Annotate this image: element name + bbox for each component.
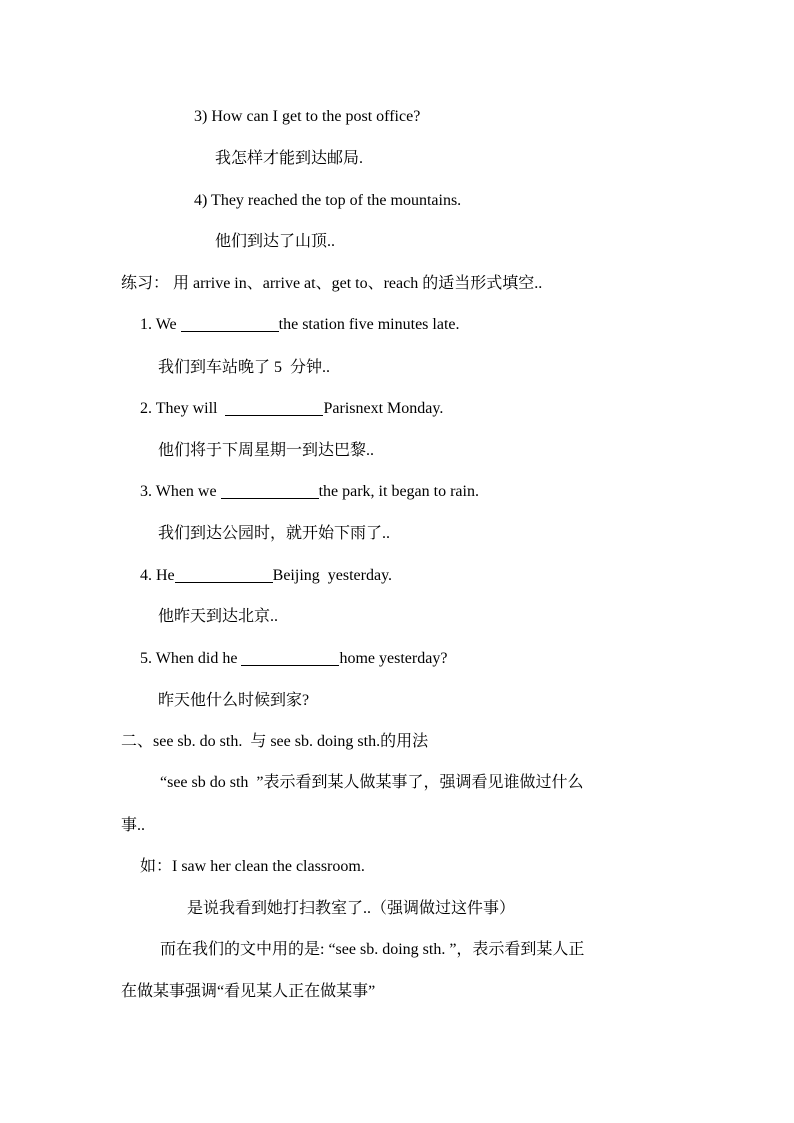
question-5 bbox=[140, 648, 447, 670]
section-2-heading bbox=[121, 731, 428, 753]
text: 3) How can I get to the post office? bbox=[194, 108, 421, 125]
question-4 bbox=[140, 565, 392, 587]
question-2 bbox=[140, 398, 443, 420]
text: home yesterday? bbox=[339, 650, 448, 667]
answer-blank-1[interactable] bbox=[181, 315, 279, 332]
text: 如：I saw her clean the classroom. bbox=[140, 858, 365, 875]
example-3-english bbox=[194, 106, 420, 128]
question-3 bbox=[140, 481, 479, 503]
text: Beijing yesterday. bbox=[272, 567, 393, 584]
text: 事.. bbox=[121, 817, 146, 834]
question-3-translation bbox=[158, 523, 390, 545]
text: 二、see sb. do sth. 与 see sb. doing sth.的用法 bbox=[121, 733, 429, 750]
question-5-translation bbox=[158, 690, 309, 712]
example-4-chinese bbox=[215, 231, 335, 253]
text: 在做某事强调“看见某人正在做某事” bbox=[121, 983, 376, 1000]
text: the station five minutes late. bbox=[278, 316, 460, 333]
text: 3. When we bbox=[140, 483, 221, 500]
text: the park, it began to rain. bbox=[318, 483, 479, 500]
explanation-line-2 bbox=[121, 815, 145, 837]
question-2-translation bbox=[158, 440, 374, 462]
text: 2. They will bbox=[140, 400, 226, 417]
answer-blank-5[interactable] bbox=[241, 649, 339, 666]
text: Parisnext Monday. bbox=[323, 400, 444, 417]
text: “see sb do sth ”表示看到某人做某事了，强调看见谁做过什么 bbox=[160, 774, 584, 791]
text: 是说我看到她打扫教室了..（强调做过这件事） bbox=[187, 900, 516, 917]
question-4-translation bbox=[158, 606, 278, 628]
text: 我怎样才能到达邮局. bbox=[215, 150, 364, 167]
example-4-english bbox=[194, 190, 461, 212]
text: 昨天他什么时候到家? bbox=[158, 692, 310, 709]
answer-blank-3[interactable] bbox=[221, 482, 319, 499]
exercise-heading bbox=[121, 273, 542, 295]
question-1-translation bbox=[158, 357, 330, 379]
text: 他们到达了山顶.. bbox=[215, 233, 336, 250]
explanation-line-1 bbox=[160, 772, 584, 794]
example-explanation bbox=[187, 898, 515, 920]
text: 而在我们的文中用的是: “see sb. doing sth. ”，表示看到某人正 bbox=[160, 941, 585, 958]
answer-blank-2[interactable] bbox=[225, 399, 323, 416]
contrast-line-1 bbox=[160, 939, 584, 961]
text: 4) They reached the top of the mountains. bbox=[194, 192, 462, 209]
question-1 bbox=[140, 314, 459, 336]
text: 他们将于下周星期一到达巴黎.. bbox=[158, 442, 375, 459]
text: 5. When did he bbox=[140, 650, 242, 667]
answer-blank-4[interactable] bbox=[175, 566, 273, 583]
text: 我们到达公园时，就开始下雨了.. bbox=[158, 525, 391, 542]
text: 他昨天到达北京.. bbox=[158, 608, 279, 625]
text: 4. He bbox=[140, 567, 175, 584]
text: 我们到车站晚了 5 分钟.. bbox=[158, 359, 331, 376]
text: 练习： 用 arrive in、arrive at、get to、reach 的适当形式填空.. bbox=[121, 275, 543, 292]
text: 1. We bbox=[140, 316, 181, 333]
contrast-line-2 bbox=[121, 981, 375, 1003]
example-3-chinese bbox=[215, 148, 363, 170]
example-sentence bbox=[140, 856, 365, 878]
